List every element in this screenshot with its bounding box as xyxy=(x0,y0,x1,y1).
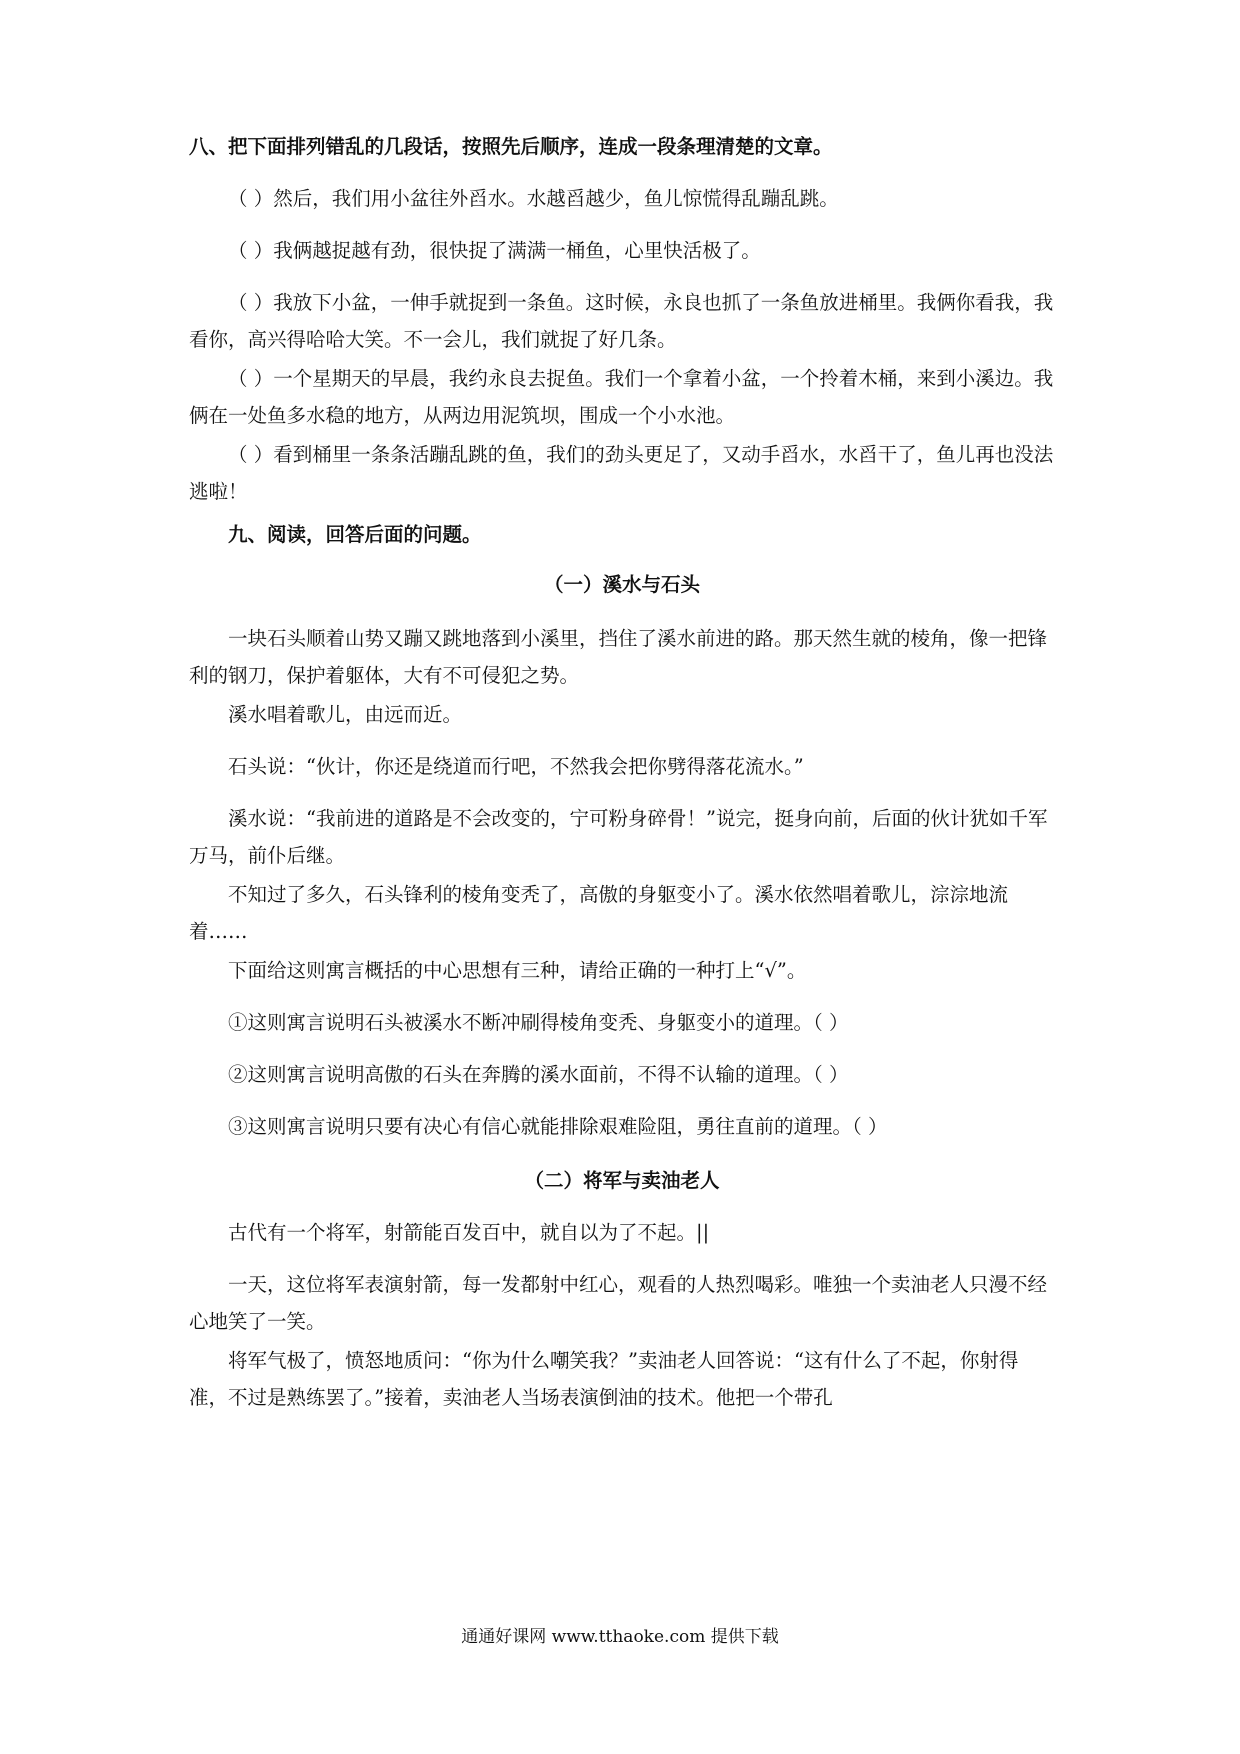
answer-option-1: ①这则寓言说明石头被溪水不断冲刷得棱角变秃、身躯变小的道理。（ ） xyxy=(228,1011,849,1034)
story-1-paragraph: 溪水说：“我前进的道路是不会改变的，宁可粉身碎骨！”说完，挺身向前，后面的伙计犹如千军万马，前仆后继。 xyxy=(189,807,1048,867)
story-2-paragraph: 古代有一个将军，射箭能百发百中，就自以为了不起。|| xyxy=(228,1221,710,1244)
page-footer: 通通好课网 www.tthaoke.com 提供下载 xyxy=(461,1627,779,1647)
ordering-item-5: （ ）看到桶里一条条活蹦乱跳的鱼，我们的劲头更足了，又动手舀水，水舀干了，鱼儿再也没法逃啦！ xyxy=(189,443,1054,503)
section-9-heading: 九、阅读，回答后面的问题。 xyxy=(228,523,482,546)
story-1-paragraph: 不知过了多久，石头锋利的棱角变秃了，高傲的身躯变小了。溪水依然唱着歌儿，淙淙地流着…… xyxy=(189,883,1009,943)
answer-option-3: ③这则寓言说明只要有决心有信心就能排除艰难险阻，勇往直前的道理。（ ） xyxy=(228,1115,888,1138)
section-8-heading: 八、把下面排列错乱的几段话，按照先后顺序，连成一段条理清楚的文章。 xyxy=(189,135,833,158)
story-1-paragraph: 一块石头顺着山势又蹦又跳地落到小溪里，挡住了溪水前进的路。那天然生就的棱角，像一把锋利的钢刀，保护着躯体，大有不可侵犯之势。 xyxy=(189,627,1048,687)
ordering-item-3: （ ）我放下小盆，一伸手就捉到一条鱼。这时候，永良也抓了一条鱼放进桶里。我俩你看我，我看你，高兴得哈哈大笑。不一会儿，我们就捉了好几条。 xyxy=(189,291,1054,351)
ordering-item-1: （ ）然后，我们用小盆往外舀水。水越舀越少，鱼儿惊慌得乱蹦乱跳。 xyxy=(228,187,839,210)
answer-option-2: ②这则寓言说明高傲的石头在奔腾的溪水面前，不得不认输的道理。（ ） xyxy=(228,1063,849,1086)
story-2-paragraph: 将军气极了，愤怒地质问：“你为什么嘲笑我？”卖油老人回答说：“这有什么了不起，你射得准，不过是熟练罢了。”接着，卖油老人当场表演倒油的技术。他把一个带孔 xyxy=(189,1349,1019,1409)
story-1-paragraph: 石头说：“伙计，你还是绕道而行吧，不然我会把你劈得落花流水。” xyxy=(228,755,804,778)
ordering-item-2: （ ）我俩越捉越有劲，很快捉了满满一桶鱼，心里快活极了。 xyxy=(228,239,761,262)
story-2-title: （二）将军与卖油老人 xyxy=(524,1169,720,1192)
story-1-question: 下面给这则寓言概括的中心思想有三种，请给正确的一种打上“√”。 xyxy=(228,959,807,982)
story-1-title: （一）溪水与石头 xyxy=(543,573,700,596)
ordering-item-4: （ ）一个星期天的早晨，我约永良去捉鱼。我们一个拿着小盆，一个拎着木桶，来到小溪边。我俩在一处鱼多水稳的地方，从两边用泥筑坝，围成一个小水池。 xyxy=(189,367,1054,427)
story-2-paragraph: 一天，这位将军表演射箭，每一发都射中红心，观看的人热烈喝彩。唯独一个卖油老人只漫不经心地笑了一笑。 xyxy=(189,1273,1048,1333)
story-1-paragraph: 溪水唱着歌儿，由远而近。 xyxy=(228,703,463,726)
